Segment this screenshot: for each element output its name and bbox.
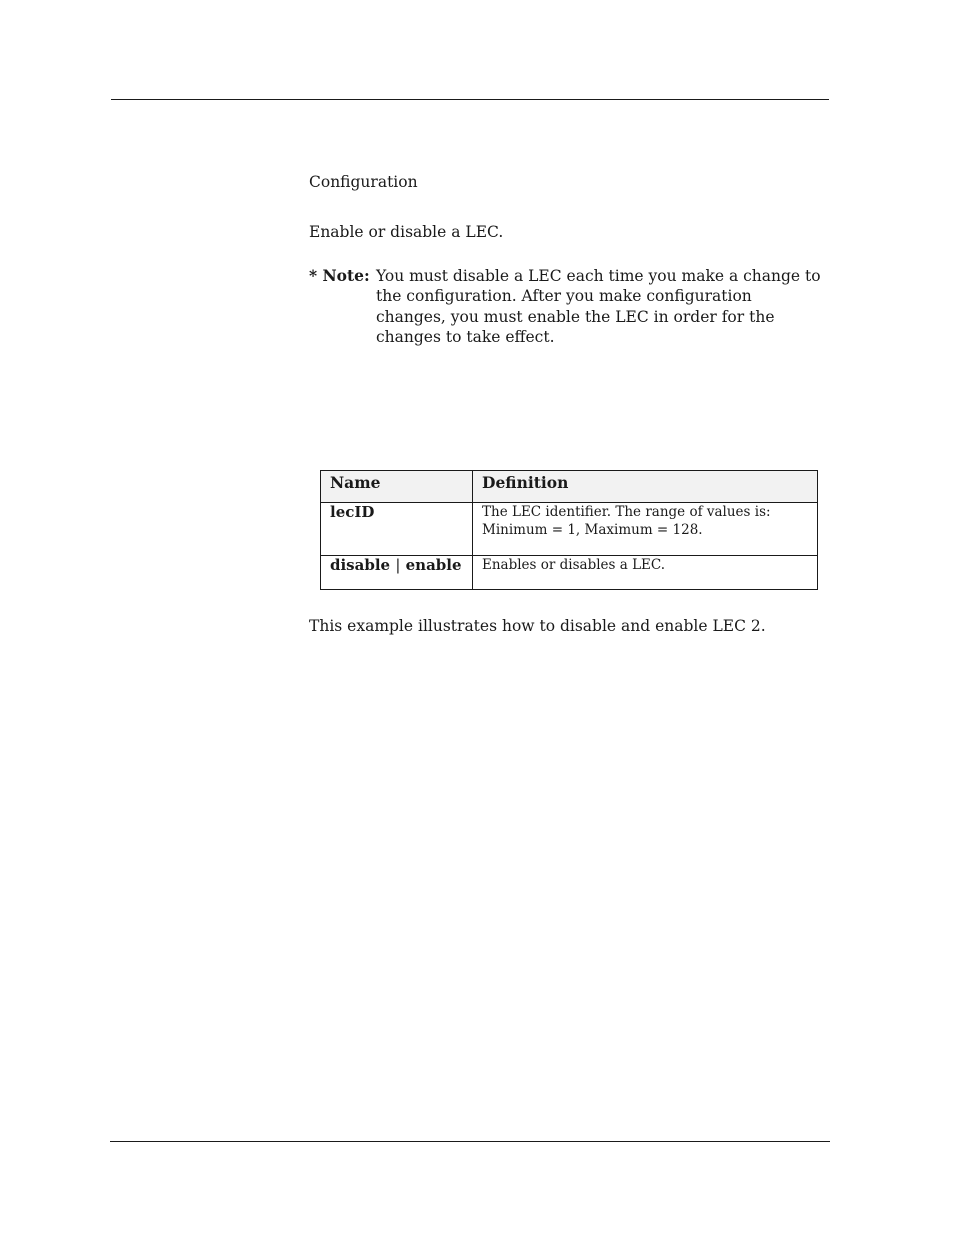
param-name-disable: disable xyxy=(330,556,391,574)
note-line: the configuration. After you make configuration xyxy=(376,287,752,306)
header-name: Name xyxy=(321,471,473,503)
param-definition-line: Minimum = 1, Maximum = 128. xyxy=(482,522,703,538)
header-definition: Definition xyxy=(473,471,818,503)
note-line: changes to take effect. xyxy=(376,328,555,347)
footer-rule xyxy=(110,1141,830,1142)
table-row xyxy=(321,503,818,556)
param-name: lecID xyxy=(321,503,473,556)
param-definition: Enables or disables a LEC. xyxy=(473,556,818,590)
header-rule xyxy=(111,99,829,100)
parameters-table xyxy=(320,470,818,590)
note-line: You must disable a LEC each time you make a change to xyxy=(376,267,821,285)
note-line: changes, you must enable the LEC in order for the xyxy=(376,307,775,326)
note-body xyxy=(376,266,821,348)
table-header-row xyxy=(321,471,818,503)
command-purpose: Enable or disable a LEC. xyxy=(309,223,504,241)
param-name-enable: enable xyxy=(405,556,462,574)
table-row xyxy=(321,556,818,590)
param-definition-line: The LEC identifier. The range of values is: xyxy=(482,504,771,520)
command-category: Configuration xyxy=(309,173,418,191)
example-description: This example illustrates how to disable and enable LEC 2. xyxy=(309,617,766,635)
param-name-separator: | xyxy=(395,556,401,574)
param-definition xyxy=(473,503,818,556)
note-label: * Note: xyxy=(309,266,370,285)
param-name xyxy=(321,556,473,590)
